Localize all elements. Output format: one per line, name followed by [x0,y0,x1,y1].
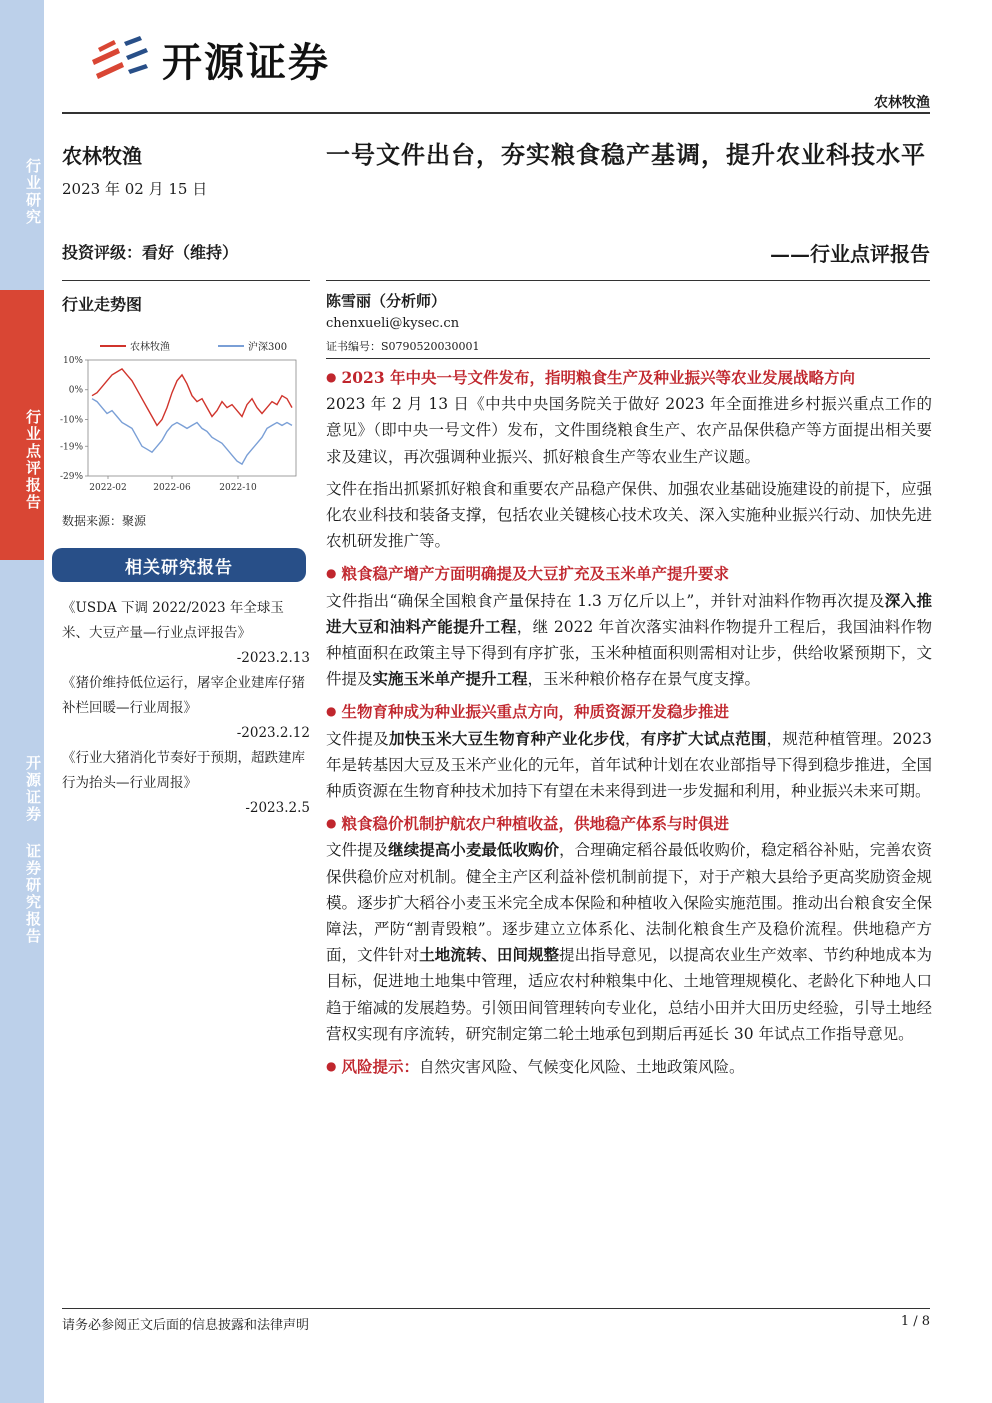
report-date: 2023 年 02 月 15 日 [62,180,208,198]
right-divider-bottom [326,358,930,359]
right-divider-top [326,280,930,281]
chart-source: 数据来源：聚源 [62,514,147,528]
report-title: 一号文件出台，夯实粮食稳产基调，提升农业科技水平 [326,140,926,169]
related-report-item[interactable]: 《行业大猪消化节奏好于预期，超跌建库行为抬头—行业周报》 -2023.2.5 [62,750,310,816]
report-body [326,364,932,1086]
legend-label: 沪深300 [248,342,288,353]
industry-name: 农林牧渔 [62,144,142,168]
related-report-item[interactable]: 《USDA 下调 2022/2023 年全球玉米、大豆产量—行业点评报告》 -2023.2.13 [62,600,310,666]
legend-label: 农林牧渔 [130,342,170,353]
side-label-research: 行业研究 [24,158,42,226]
y-tick-label: 10% [62,356,83,366]
section-paragraph: 文件提及加快玉米大豆生物育种产业化步伐，有序扩大试点范围，规范种植管理。2023 年是转基因大豆及玉米产业化的元年，首年试种计划在农业部指导下得到稳步推进，全国种质资源在生物育种技术加持下有望在未来得到进一步发掘和利用，种业振兴未来可期。 [326,728,932,801]
section-heading: ● 生物育种成为种业振兴重点方向，种质资源开发稳步推进 [326,698,932,725]
analyst-cert: 证书编号：S0790520030001 [326,340,480,353]
related-reports-list [62,596,310,821]
investment-rating: 投资评级：看好（维持） [62,243,239,262]
left-divider [62,280,310,281]
x-tick-label: 2022-10 [219,483,257,493]
section-paragraph: 文件在指出抓紧抓好粮食和重要农产品稳产保供、加强农业基础设施建设的前提下，应强化农业科技和装备支撑，包括农业关键核心技术攻关、深入实施种业振兴行动、加快先进农机研发推广等。 [326,479,932,551]
related-report-item[interactable]: 《猪价维持低位运行，屠宰企业建库仔猪补栏回暖—行业周报》 -2023.2.12 [62,675,310,741]
analyst-email[interactable]: chenxueli@kysec.cn [326,316,460,331]
series-line-agri [92,369,292,426]
logo-mark-icon [88,34,148,84]
series-line-hs300 [92,399,292,464]
section-paragraph: 文件提及继续提高小麦最低收购价，合理确定稻谷最低收购价，稳定稻谷补贴，完善农资保供稳价应对机制。健全主产区利益补偿机制前提下，对于产粮大县给予更高奖励资金规模。逐步扩大稻谷小麦玉米完全成本保险和种植收入保险实施范围。推动出台粮食安全保障法，严防“割青毁粮”。逐步建立立体系化、法制化粮食生产及稳价流程。供地稳产方面，文件针对土地流转、田间规整提出指导意见，以提高农业生产效率、节约种地成本为目标，促进地土地集中管理，适应农村种粮集中化、土地管理规模化、老龄化下种地人口趋于缩减的发展趋势。引领田间管理转向专业化，总结小田并大田历史经验，引导土地经营权实现有序流转，研究制定第二轮土地承包到期后再延长 30 年试点工作指导意见。 [326,840,932,1043]
page-number: 1 / 8 [900,1314,930,1329]
y-tick-label: 0% [68,385,83,396]
footer-disclaimer[interactable]: 请务必参阅正文后面的信息披露和法律声明 [62,1318,310,1333]
y-tick-label: -10% [59,415,83,426]
analyst-name: 陈雪丽（分析师） [326,292,447,310]
industry-trend-chart [52,330,302,500]
side-label-company: 开源证券 证券研究报告 [24,755,42,945]
y-tick-label: -19% [59,442,83,453]
section-heading: ● 粮食稳价机制护航农户种植收益，供地稳产体系与时俱进 [326,810,932,837]
related-reports-title: 相关研究报告 [52,548,306,582]
x-tick-label: 2022-06 [153,483,191,493]
section-paragraph: 2023 年 2 月 13 日《中共中央国务院关于做好 2023 年全面推进乡村振兴重点工作的意见》（即中央一号文件）发布，文件围绕粮食生产、农产品保供稳产等方面提出相关要求及建议，再次强调种业振兴、抓好粮食生产等农业生产议题。 [326,395,932,466]
brand-name: 开源证券 [162,39,330,86]
x-tick-label: 2022-02 [89,483,127,493]
header-divider [62,112,930,114]
chart-frame [88,360,296,476]
section-heading: ● 粮食稳产增产方面明确提及大豆扩充及玉米单产提升要求 [326,560,932,587]
brand-logo [88,32,330,86]
side-strip [0,0,44,1403]
risk-note: ● 风险提示：自然灾害风险、气候变化风险、土地政策风险。 [326,1053,932,1080]
report-subtitle: ——行业点评报告 [770,242,930,266]
side-label-report-type: 行业点评报告 [0,290,44,560]
section-paragraph: 文件指出“确保全国粮食产量保持在 1.3 万亿斤以上”，并针对油料作物再次提及深入推进大豆和油料产能提升工程，继 2022 年首次落实油料作物提升工程后，我国油料作物种植面积在政策主导下得到有序扩张，玉米种植面积则需相对让步，供给收紧预期下，文件提及实施玉米单产提升工程，玉米种粮价格存在景气度支撑。 [326,590,932,689]
footer-divider [62,1308,930,1309]
header-sector-tag: 农林牧渔 [874,95,930,111]
section-heading: ● 2023 年中央一号文件发布，指明粮食生产及种业振兴等农业发展战略方向 [326,364,932,391]
y-tick-label: -29% [59,472,83,482]
trend-title: 行业走势图 [62,295,143,314]
